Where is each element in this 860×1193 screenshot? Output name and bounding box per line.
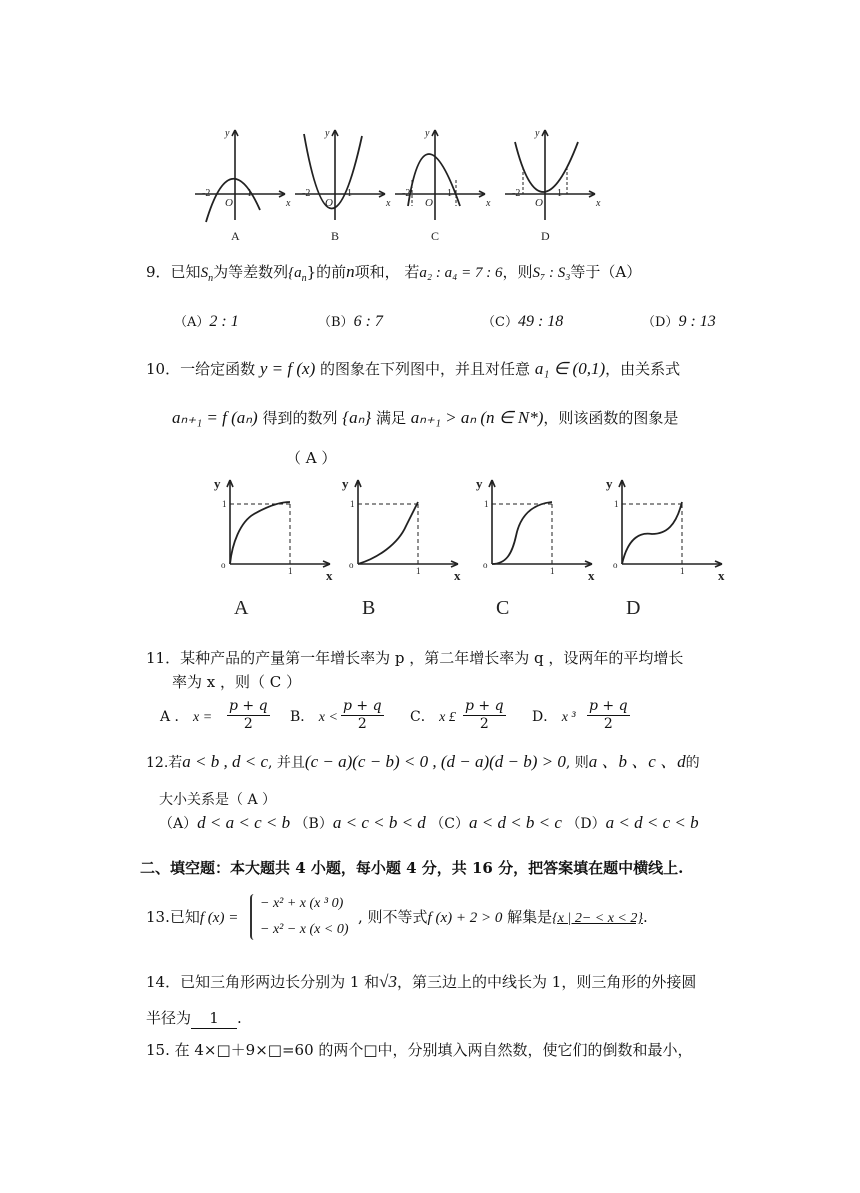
curve [492, 502, 552, 564]
q9-option-a [174, 311, 239, 333]
q11-line2: 率为 x ，则（ C ） [172, 673, 302, 691]
q13-end: . [642, 908, 648, 926]
q10-graph-a [214, 476, 333, 619]
q13-brace [250, 894, 258, 940]
q9-option-d-label: （D） [642, 315, 679, 330]
x-axis-label: x [588, 568, 595, 583]
q11-option-b-lhs: x < [318, 710, 338, 725]
q13-mid2: 解集是 [507, 908, 553, 926]
y-axis-label: y [342, 476, 349, 491]
q14-line1-a: 14．已知三角形两边长分别为 1 和 [146, 973, 380, 991]
q12-option-c-value: a < d < b < c [468, 813, 562, 832]
q14-answer-blank [191, 1008, 237, 1029]
q9-option-d [642, 311, 716, 333]
q10-seq: {aₙ} [342, 408, 372, 427]
q11-option-c-den: 2 [479, 716, 489, 732]
q14-sqrt: √3 [379, 972, 398, 991]
q8-graph-c [395, 128, 491, 243]
graph-label: D [541, 229, 550, 243]
graph-label: A [231, 229, 240, 243]
q11-option-b-label: B． [290, 709, 315, 725]
q9-option-c [482, 311, 563, 333]
q12-option-c-label: （C） [430, 816, 469, 832]
q13-case2: − x² − x (x < 0) [260, 922, 349, 937]
q11-option-c-num: p + q [465, 698, 504, 714]
tick-neg-label: -2 [202, 188, 211, 199]
section2-heading: 二、填空题：本大题共 4 小题，每小题 4 分，共 16 分，把答案填在题中横线上. [140, 859, 684, 877]
q8-curve-d [515, 142, 578, 192]
q14-end: . [237, 1009, 242, 1027]
q10-func: y = f (x) [259, 359, 316, 378]
q9-option-c-value: 49 : 18 [517, 313, 564, 330]
x-axis-label: x [718, 568, 725, 583]
curve [230, 502, 290, 564]
tick-pos-label: 1 [447, 188, 452, 199]
q14-line2 [146, 1008, 242, 1029]
q12-option-b-value: a < c < b < d [332, 813, 426, 832]
q10-recurrence: aₙ₊₁ = f (aₙ) [172, 408, 258, 427]
tick-neg-label: -2 [402, 188, 411, 199]
q12-line2: 大小关系是（ A ） [159, 792, 277, 808]
graph-label: A [234, 597, 249, 619]
q9-mid4: ，则 [502, 263, 533, 281]
q12-mid2: , 则 [565, 755, 589, 771]
origin-label: o [483, 560, 488, 570]
tick-pos-label: 1 [557, 188, 562, 199]
graph-label: C [496, 597, 510, 619]
origin-label: O [535, 197, 543, 209]
q11-options [160, 698, 680, 738]
x-axis-label: x [596, 198, 601, 209]
q9-an-set: {a [288, 265, 302, 281]
q8-curve-b [304, 134, 362, 209]
q11-option-d-label: D． [532, 709, 558, 725]
q10-graph-d [606, 476, 725, 619]
q11-option-a-num: p + q [229, 698, 268, 714]
q11-option-a-label: A ． [160, 709, 189, 725]
q11-option-c-frac [463, 698, 506, 733]
tick-pos-label: 1 [247, 188, 252, 199]
origin-label: o [221, 560, 226, 570]
q12-option-d-label: （D） [566, 816, 606, 832]
q10-condition: aₙ₊₁ > aₙ (n ∈ N*) [410, 408, 544, 427]
q11-option-a [160, 707, 212, 728]
q13-ineq: f (x) + 2 > 0 [427, 910, 503, 926]
y-tick-one: 1 [350, 499, 355, 509]
q11-line1: 11．某种产品的产量第一年增长率为 p ，第二年增长率为 q ，设两年的平均增长 [146, 649, 684, 667]
q10-line2-c: 满足 [375, 409, 406, 427]
q8-graph-a [195, 128, 291, 243]
q14-line1 [146, 972, 696, 992]
q12-number: 12. [146, 755, 169, 771]
q11-option-d-num: p + q [589, 698, 628, 714]
x-tick-one: 1 [680, 566, 685, 576]
q8-graph-b [295, 128, 391, 243]
q10-line1-b: 的图象在下列图中，并且对任意 [320, 360, 531, 378]
q15-line1: 15. 在 4×□＋9×□=60 的两个□中，分别填入两自然数，使它们的倒数和最小， [146, 1041, 693, 1059]
q11-option-d-den: 2 [603, 716, 613, 732]
q14-answer: 1 [209, 1009, 219, 1027]
curve [622, 502, 682, 564]
origin-label: o [613, 560, 618, 570]
x-tick-one: 1 [550, 566, 555, 576]
q12-option-d-value: a < d < c < b [605, 813, 699, 832]
q13-number: 13. [146, 908, 170, 926]
origin-label: o [349, 560, 354, 570]
q11-option-d [532, 707, 576, 728]
q9-question [146, 262, 641, 289]
q8-parabola-figure [190, 122, 610, 250]
q9-ratio: a₂ : a₄ = 7 : 6 [419, 265, 503, 281]
q10-graph-b [342, 476, 461, 619]
q8-curve-a [206, 179, 260, 222]
y-axis-label: y [325, 128, 330, 139]
q9-an-close: } [306, 263, 317, 281]
q9-option-b-value: 6 : 7 [353, 313, 383, 330]
q13-mid: , 则不等式 [358, 908, 428, 926]
q11-option-b-num: p + q [343, 698, 382, 714]
q12-line1 [146, 752, 700, 773]
tick-neg-label: -2 [512, 188, 521, 199]
q9-an-sub: n [301, 273, 307, 284]
q12-option-b-label: （B） [294, 816, 333, 832]
q9-mid1: 为等差数列 [213, 263, 289, 281]
y-axis-label: y [606, 476, 613, 491]
x-axis-label: x [454, 568, 461, 583]
q8-graph-d [505, 128, 601, 243]
q8-curve-c [408, 154, 460, 206]
q12-mid1: , 并且 [268, 755, 305, 771]
q10-graph-figure [205, 476, 725, 626]
q10-graph-c [476, 476, 595, 619]
q8-graphs [195, 128, 601, 243]
y-axis-label: y [225, 128, 230, 139]
q11-option-d-frac [587, 698, 630, 733]
q10-graphs [214, 476, 725, 619]
q13-tail [358, 907, 648, 929]
q10-line2 [172, 408, 678, 428]
q10-line2-d: ，则该函数的图象是 [543, 409, 679, 427]
q11-option-c-lhs: x £ [439, 710, 456, 725]
q11-option-c [410, 707, 456, 728]
q12-pre: 若 [168, 755, 183, 771]
q10-line1-d: ，由关系式 [605, 360, 681, 378]
q13-question [146, 890, 706, 946]
x-tick-one: 1 [416, 566, 421, 576]
q13-fx: f (x) = [199, 910, 239, 926]
q9-ask: S₇ : S₃ [532, 265, 571, 281]
q12-options [159, 813, 699, 834]
q12-option-a-label: （A） [159, 816, 198, 832]
y-tick-one: 1 [614, 499, 619, 509]
x-tick-one: 1 [288, 566, 293, 576]
q9-option-d-value: 9 : 13 [678, 313, 716, 330]
graph-label: B [362, 597, 376, 619]
q9-n: n [346, 262, 355, 281]
q11-option-a-den: 2 [243, 716, 253, 732]
q9-pre: 已知 [170, 263, 201, 281]
q12-option-a-value: d < a < c < b [197, 813, 291, 832]
q9-post: 等于（A） [570, 263, 642, 281]
q14-line1-b: ，第三边上的中线长为 1，则三角形的外接圆 [397, 973, 697, 991]
q9-option-a-value: 2 : 1 [209, 313, 239, 330]
q13-answer: {x | 2− < x < 2} [552, 911, 643, 926]
q10-line2-b: 得到的数列 [262, 409, 338, 427]
q9-mid2: 的前 [316, 263, 347, 281]
graph-label: C [431, 229, 440, 243]
tick-neg-label: -2 [302, 188, 311, 199]
q10-answer: （ A ） [286, 449, 337, 467]
q12-post: 的 [685, 755, 700, 771]
q12-vars: a 、b 、c 、d [588, 752, 686, 771]
q13-pre: 已知 [169, 908, 200, 926]
q11-option-b [290, 707, 338, 728]
tick-pos-label: 1 [347, 188, 352, 199]
q9-option-b-label: （B） [318, 315, 354, 330]
q9-option-a-label: （A） [174, 315, 210, 330]
q14-line2-a: 半径为 [146, 1009, 192, 1027]
q13-case1: − x² + x (x ³ 0) [260, 896, 344, 911]
q10-a1-range: a₁ ∈ (0,1) [534, 359, 606, 378]
q13-lead [146, 907, 238, 928]
q11-option-b-frac [341, 698, 384, 733]
q9-option-b [318, 311, 383, 333]
y-tick-one: 1 [484, 499, 489, 509]
q9-option-c-label: （C） [482, 315, 518, 330]
x-axis-label: x [386, 198, 391, 209]
q11-option-c-label: C． [410, 709, 435, 725]
origin-label: O [325, 197, 333, 209]
x-axis-label: x [486, 198, 491, 209]
y-axis-label: y [535, 128, 540, 139]
graph-label: D [626, 597, 641, 619]
q10-number: 10． [146, 360, 181, 378]
y-axis-label: y [425, 128, 430, 139]
y-axis-label: y [214, 476, 221, 491]
q10-line1-a: 一给定函数 [180, 360, 256, 378]
q9-sn-sub: n [208, 273, 214, 284]
curve [358, 502, 418, 564]
q9-mid3: 项和， 若 [354, 263, 420, 281]
x-axis-label: x [326, 568, 333, 583]
q12-cond2: (c − a)(c − b) < 0 , (d − a)(d − b) > 0 [304, 752, 566, 771]
origin-label: O [425, 197, 433, 209]
q11-option-a-lhs: x = [193, 710, 213, 725]
x-axis-label: x [286, 198, 291, 209]
q12-cond1: a < b , d < c [182, 752, 269, 771]
y-axis-label: y [476, 476, 483, 491]
origin-label: O [225, 197, 233, 209]
graph-label: B [331, 229, 340, 243]
q10-line1 [146, 359, 680, 379]
q11-option-a-frac [227, 698, 270, 733]
q9-sn: S [200, 265, 209, 281]
q11-option-d-lhs: x ³ [561, 710, 576, 725]
y-tick-one: 1 [222, 499, 227, 509]
q9-number: 9． [146, 263, 171, 281]
q11-option-b-den: 2 [357, 716, 367, 732]
